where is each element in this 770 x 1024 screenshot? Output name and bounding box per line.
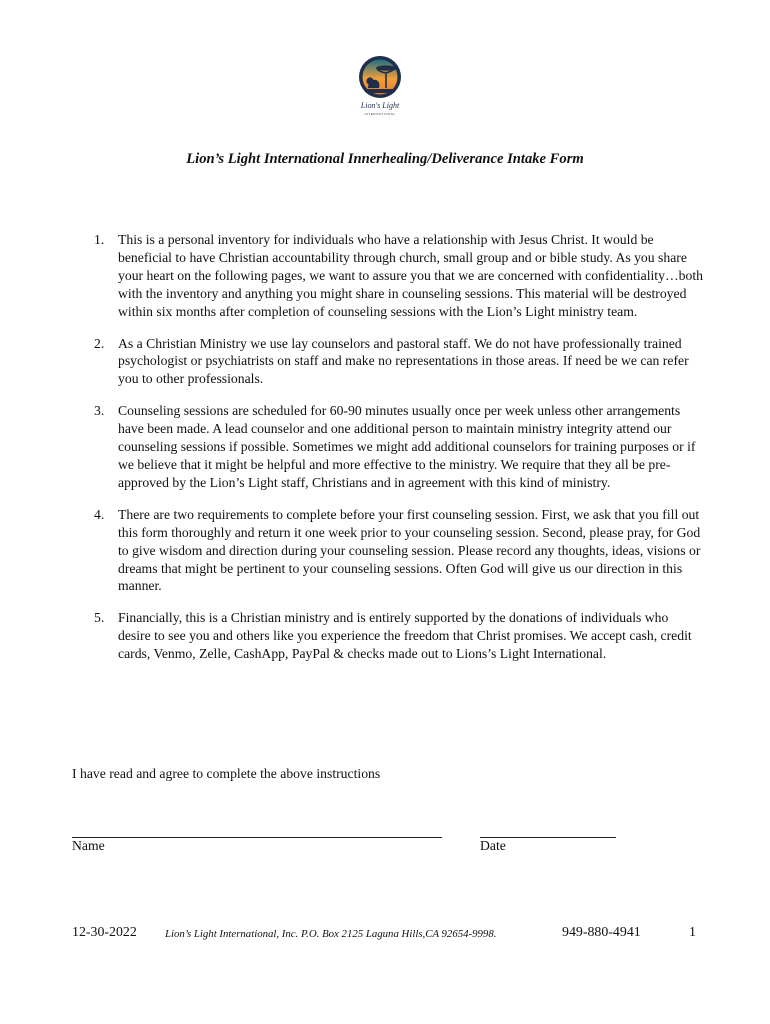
name-label: Name	[72, 838, 105, 853]
lion-tree-sunset-logo	[356, 55, 404, 119]
item-text: Financially, this is a Christian ministry and is entirely supported by the donations of individuals who desire to see you and others like you experience the freedom that Christ promises. We accept cash, credit cards, Venmo, Zelle, CashApp, PayPal & checks made out to Lions’s Light International.	[118, 610, 692, 662]
item-text: There are two requirements to complete before your first counseling session. First, we ask that you fill out this form thoroughly and return it one week prior to your counseling session. Second, please pray, for God to give wisdom and direction during your counseling session. Please record any thoughts, ideas, visions or dreams that might be pertinent to your counseling sessions. Often God will give us our direction in this manner.	[118, 506, 701, 594]
agreement-statement: I have read and agree to complete the above instructions	[72, 766, 381, 781]
instruction-item	[94, 506, 704, 596]
instruction-item	[94, 335, 704, 389]
instruction-item	[94, 402, 704, 492]
footer-date: 12-30-2022	[72, 925, 137, 940]
item-number: 5.	[94, 610, 105, 626]
item-number: 3.	[94, 403, 105, 419]
item-number: 1.	[94, 232, 105, 247]
footer-phone: 949-880-4941	[562, 925, 641, 940]
page-number: 1	[689, 925, 696, 940]
item-number: 4.	[94, 506, 105, 522]
footer-address: Lion’s Light International, Inc. P.O. Box 2125 Laguna Hills,CA 92654-9998.	[165, 928, 497, 940]
name-signature-line[interactable]	[72, 837, 442, 838]
item-text: This is a personal inventory for individuals who have a relationship with Jesus Christ. It would be beneficial to have Christian accountability through church, small group and or bible study. As you share your heart on the following pages, we want to assure you that we are concerned with confidentiality…both with the inventory and anything you might share in counseling sessions. This material will be destroyed within six months after completion of counseling sessions with the Lion’s Light ministry team.	[118, 232, 703, 319]
instructions-list	[94, 231, 704, 677]
logo-subtext: INTERNATIONAL	[364, 112, 396, 116]
item-text: Counseling sessions are scheduled for 60-90 minutes usually once per week unless other arrangements have been made. A lead counselor and one additional person to maintain ministry integrity attend our counseling sessions if possible. Sometimes we might add additional counselors for training purposes or if we believe that it might be helpful and more effective to the ministry. We require that they all be pre-approved by the Lion’s Light staff, Christians and in agreement with this kind of ministry.	[118, 403, 696, 490]
item-text: As a Christian Ministry we use lay counselors and pastoral staff. We do not have professionally trained psychologist or psychiatrists on staff and make no representations in those areas. If need be we can refer you to other professionals.	[118, 335, 689, 387]
date-label: Date	[480, 838, 506, 853]
logo-wordmark: Lion's Light	[360, 101, 400, 110]
instruction-item	[94, 231, 704, 321]
instruction-item	[94, 609, 704, 663]
form-title: Lion’s Light International Innerhealing/Deliverance Intake Form	[186, 151, 584, 167]
item-number: 2.	[94, 335, 105, 351]
